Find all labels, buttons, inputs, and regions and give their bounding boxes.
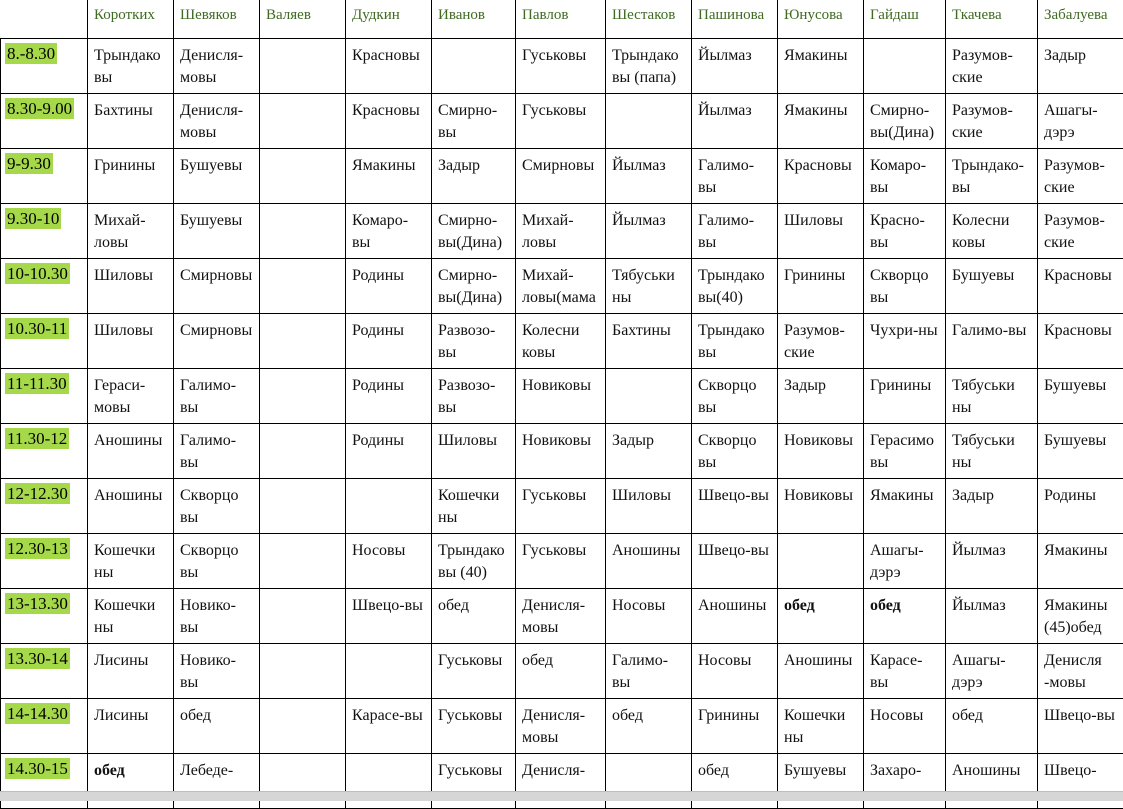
schedule-cell [260, 644, 346, 699]
schedule-cell: Бушуевы [946, 259, 1038, 314]
time-slot-cell [1, 369, 88, 424]
schedule-cell: Гераси-мовы [88, 369, 174, 424]
schedule-cell: Смирновы [174, 259, 260, 314]
schedule-cell: Галимо-вы [174, 424, 260, 479]
schedule-cell: Трындако вы (40) [432, 534, 516, 589]
schedule-cell: Аношины [946, 754, 1038, 809]
schedule-cell: Гринины [864, 369, 946, 424]
schedule-cell: Красновы [346, 94, 432, 149]
schedule-cell: Красновы [778, 149, 864, 204]
time-slot-cell [1, 204, 88, 259]
schedule-cell: Красновы [1038, 259, 1123, 314]
schedule-cell: Денисля- [516, 754, 606, 809]
schedule-cell: Бушуевы [174, 204, 260, 259]
schedule-cell: Носовы [692, 644, 778, 699]
schedule-cell: Смирно-вы(Дина) [432, 204, 516, 259]
schedule-cell: Развозо-вы [432, 369, 516, 424]
schedule-cell: Лисины [88, 644, 174, 699]
schedule-cell: обед [946, 699, 1038, 754]
header-cell-pavlov: Павлов [516, 0, 606, 39]
schedule-cell: Кошечки ны [88, 589, 174, 644]
schedule-cell: обед [174, 699, 260, 754]
time-slot-cell [1, 314, 88, 369]
table-row [1, 424, 1123, 479]
schedule-cell: Трындако вы [88, 39, 174, 94]
schedule-cell: Шиловы [432, 424, 516, 479]
table-row [1, 534, 1123, 589]
schedule-cell: Новиковы [516, 424, 606, 479]
schedule-cell: Колесни ковы [946, 204, 1038, 259]
schedule-cell: Шиловы [88, 259, 174, 314]
schedule-cell [432, 39, 516, 94]
schedule-cell [260, 259, 346, 314]
schedule-cell: Шиловы [88, 314, 174, 369]
schedule-cell: Смирновы [516, 149, 606, 204]
schedule-cell: Разумов-ские [778, 314, 864, 369]
time-slot-label: 10.30-11 [5, 318, 69, 339]
schedule-cell: Новиковы [516, 369, 606, 424]
schedule-cell: Красно-вы [864, 204, 946, 259]
schedule-cell [260, 204, 346, 259]
table-row [1, 204, 1123, 259]
schedule-cell: Колесни ковы [516, 314, 606, 369]
header-cell-dudkin: Дудкин [346, 0, 432, 39]
schedule-cell: Ямакины [1038, 534, 1123, 589]
schedule-cell: Гринины [692, 699, 778, 754]
time-slot-label: 14.30-15 [5, 758, 70, 779]
header-cell-pashinova: Пашинова [692, 0, 778, 39]
time-slot-cell [1, 39, 88, 94]
schedule-cell [864, 39, 946, 94]
schedule-cell [778, 534, 864, 589]
schedule-cell [260, 589, 346, 644]
schedule-cell: Герасимо вы [864, 424, 946, 479]
schedule-cell [260, 149, 346, 204]
schedule-cell [346, 644, 432, 699]
table-row [1, 589, 1123, 644]
schedule-cell: Швецо- [1038, 754, 1123, 809]
schedule-cell: Швецо-вы [692, 479, 778, 534]
schedule-cell: Носовы [346, 534, 432, 589]
corner-cell [1, 0, 88, 39]
schedule-cell: Скворцо вы [174, 534, 260, 589]
schedule-cell: Ямакины [778, 39, 864, 94]
table-row [1, 369, 1123, 424]
schedule-cell: Аношины [606, 534, 692, 589]
schedule-cell: Ямакины (45)обед [1038, 589, 1123, 644]
schedule-cell: Гуськовы [516, 94, 606, 149]
schedule-cell: Швецо-вы [346, 589, 432, 644]
schedule-cell: Йылмаз [606, 204, 692, 259]
table-row [1, 259, 1123, 314]
schedule-cell: Бушуевы [778, 754, 864, 809]
header-cell-yunusova: Юнусова [778, 0, 864, 39]
schedule-cell: Йылмаз [692, 39, 778, 94]
time-slot-cell [1, 699, 88, 754]
schedule-cell: Носовы [864, 699, 946, 754]
schedule-cell: Аношины [778, 644, 864, 699]
schedule-cell: Разумов-ские [946, 39, 1038, 94]
schedule-cell: Задыр [946, 479, 1038, 534]
schedule-cell: Скворцо вы [864, 259, 946, 314]
schedule-cell [260, 39, 346, 94]
time-slot-cell [1, 424, 88, 479]
schedule-cell: обед [88, 754, 174, 809]
schedule-cell: Шиловы [778, 204, 864, 259]
schedule-cell: Тябуськи ны [946, 369, 1038, 424]
schedule-cell: Шиловы [606, 479, 692, 534]
schedule-cell: Задыр [778, 369, 864, 424]
schedule-cell: Аношины [88, 424, 174, 479]
schedule-cell: Денисля-мовы [174, 94, 260, 149]
schedule-cell: Комаро-вы [346, 204, 432, 259]
schedule-cell: Йылмаз [946, 534, 1038, 589]
schedule-cell: Тябуськи ны [946, 424, 1038, 479]
schedule-cell: Галимо-вы [606, 644, 692, 699]
schedule-cell: Денисля-мовы [516, 699, 606, 754]
header-cell-valyaev: Валяев [260, 0, 346, 39]
schedule-cell: Тябуськи ны [606, 259, 692, 314]
time-slot-label: 13-13.30 [5, 593, 70, 614]
schedule-cell: Гуськовы [516, 534, 606, 589]
time-slot-label: 12.30-13 [5, 538, 70, 559]
schedule-cell: Бушуевы [174, 149, 260, 204]
schedule-cell: Лебеде- [174, 754, 260, 809]
time-slot-cell [1, 644, 88, 699]
schedule-cell: Бахтины [88, 94, 174, 149]
schedule-cell: Разумов-ские [1038, 204, 1123, 259]
schedule-cell: обед [692, 754, 778, 809]
time-slot-cell [1, 94, 88, 149]
schedule-cell: Ашагы-дэрэ [946, 644, 1038, 699]
schedule-cell: Скворцо вы [692, 424, 778, 479]
schedule-cell [606, 369, 692, 424]
schedule-cell: Смирно-вы [432, 94, 516, 149]
time-slot-cell [1, 259, 88, 314]
schedule-cell: Новико-вы [174, 589, 260, 644]
time-slot-label: 9-9.30 [5, 153, 53, 174]
time-slot-cell [1, 479, 88, 534]
time-slot-cell [1, 534, 88, 589]
schedule-cell: Родины [346, 259, 432, 314]
table-row [1, 39, 1123, 94]
header-cell-zabalueva: Забалуева [1038, 0, 1123, 39]
schedule-cell: Трындако вы(40) [692, 259, 778, 314]
schedule-cell [260, 534, 346, 589]
table-row [1, 314, 1123, 369]
header-cell-shestakov: Шестаков [606, 0, 692, 39]
time-slot-label: 10-10.30 [5, 263, 70, 284]
time-slot-cell [1, 149, 88, 204]
header-row [1, 0, 1123, 39]
schedule-cell: Скворцо вы [174, 479, 260, 534]
schedule-cell: Гринины [88, 149, 174, 204]
schedule-cell: Красновы [346, 39, 432, 94]
schedule-cell: Ямакины [346, 149, 432, 204]
schedule-cell: Бушуевы [1038, 369, 1123, 424]
schedule-cell: Захаро- [864, 754, 946, 809]
schedule-cell: Трындако вы [692, 314, 778, 369]
time-slot-label: 13.30-14 [5, 648, 70, 669]
schedule-cell: Трындако вы (папа) [606, 39, 692, 94]
schedule-cell: Денисля-мовы [516, 589, 606, 644]
schedule-cell: обед [516, 644, 606, 699]
schedule-cell: Ямакины [778, 94, 864, 149]
time-slot-label: 8.-8.30 [5, 43, 57, 64]
table-row [1, 149, 1123, 204]
schedule-cell: Разумов-ские [946, 94, 1038, 149]
schedule-cell [606, 94, 692, 149]
schedule-cell: Михай-ловы [88, 204, 174, 259]
schedule-cell: Смирновы [174, 314, 260, 369]
schedule-cell: Родины [346, 369, 432, 424]
table-row [1, 94, 1123, 149]
schedule-cell: Красновы [1038, 314, 1123, 369]
schedule-cell: Гуськовы [516, 39, 606, 94]
schedule-cell: Гуськовы [516, 479, 606, 534]
schedule-cell: Ашагы-дэрэ [864, 534, 946, 589]
schedule-cell: Михай-ловы(мама [516, 259, 606, 314]
schedule-cell: Гуськовы [432, 699, 516, 754]
schedule-cell [260, 699, 346, 754]
schedule-cell: Гринины [778, 259, 864, 314]
schedule-cell [260, 369, 346, 424]
schedule-cell: Носовы [606, 589, 692, 644]
schedule-cell: Ямакины [864, 479, 946, 534]
schedule-cell: Кошечки ны [778, 699, 864, 754]
schedule-cell: Карасе-вы [864, 644, 946, 699]
time-slot-label: 11-11.30 [5, 373, 69, 394]
table-row [1, 479, 1123, 534]
schedule-cell: Бушуевы [1038, 424, 1123, 479]
time-slot-label: 11.30-12 [5, 428, 69, 449]
schedule-cell: Разумов-ские [1038, 149, 1123, 204]
schedule-cell: Йылмаз [606, 149, 692, 204]
schedule-cell: Кошечки ны [88, 534, 174, 589]
schedule-cell [346, 479, 432, 534]
schedule-cell: Аношины [692, 589, 778, 644]
time-slot-label: 9.30-10 [5, 208, 61, 229]
schedule-cell: Лисины [88, 699, 174, 754]
schedule-cell: Задыр [432, 149, 516, 204]
schedule-cell: Комаро-вы [864, 149, 946, 204]
schedule-cell: Галимо-вы [174, 369, 260, 424]
header-cell-ivanov: Иванов [432, 0, 516, 39]
schedule-cell: Задыр [606, 424, 692, 479]
schedule-cell: Денисля-мовы [174, 39, 260, 94]
schedule-cell: обед [606, 699, 692, 754]
schedule-cell: Бахтины [606, 314, 692, 369]
schedule-cell: Чухри-ны [864, 314, 946, 369]
schedule-cell: Гуськовы [432, 644, 516, 699]
time-slot-cell [1, 589, 88, 644]
schedule-cell: Трындако-вы [946, 149, 1038, 204]
header-cell-tkacheva: Ткачева [946, 0, 1038, 39]
schedule-cell: Смирно-вы(Дина) [864, 94, 946, 149]
header-cell-gaydash: Гайдаш [864, 0, 946, 39]
schedule-cell: Галимо-вы [692, 204, 778, 259]
schedule-cell: Швецо-вы [1038, 699, 1123, 754]
schedule-cell: обед [864, 589, 946, 644]
schedule-cell: Йылмаз [692, 94, 778, 149]
schedule-cell: Новико-вы [174, 644, 260, 699]
schedule-cell [260, 479, 346, 534]
schedule-cell: Йылмаз [946, 589, 1038, 644]
schedule-cell: Гуськовы [432, 754, 516, 809]
time-slot-label: 14-14.30 [5, 703, 70, 724]
schedule-cell: Новиковы [778, 424, 864, 479]
schedule-cell: Карасе-вы [346, 699, 432, 754]
schedule-cell: Новиковы [778, 479, 864, 534]
schedule-cell: Родины [346, 424, 432, 479]
schedule-cell [260, 424, 346, 479]
schedule-cell: Развозо-вы [432, 314, 516, 369]
table-row [1, 699, 1123, 754]
schedule-cell: Галимо-вы [692, 149, 778, 204]
header-cell-korotkikh: Коротких [88, 0, 174, 39]
schedule-cell: обед [778, 589, 864, 644]
schedule-cell: Кошечки ны [432, 479, 516, 534]
time-slot-label: 8.30-9.00 [5, 98, 74, 119]
schedule-cell: обед [432, 589, 516, 644]
schedule-cell: Денисля -мовы [1038, 644, 1123, 699]
schedule-cell: Смирно-вы(Дина) [432, 259, 516, 314]
schedule-cell: Михай-ловы [516, 204, 606, 259]
header-cell-shevyakov: Шевяков [174, 0, 260, 39]
schedule-cell: Задыр [1038, 39, 1123, 94]
schedule-cell: Ашагы-дэрэ [1038, 94, 1123, 149]
schedule-cell [260, 94, 346, 149]
time-slot-label: 12-12.30 [5, 483, 70, 504]
schedule-cell [260, 314, 346, 369]
schedule-cell: Скворцо вы [692, 369, 778, 424]
schedule-cell: Галимо-вы [946, 314, 1038, 369]
schedule-cell: Родины [346, 314, 432, 369]
schedule-cell: Швецо-вы [692, 534, 778, 589]
table-row [1, 644, 1123, 699]
schedule-cell: Родины [1038, 479, 1123, 534]
schedule-cell: Аношины [88, 479, 174, 534]
